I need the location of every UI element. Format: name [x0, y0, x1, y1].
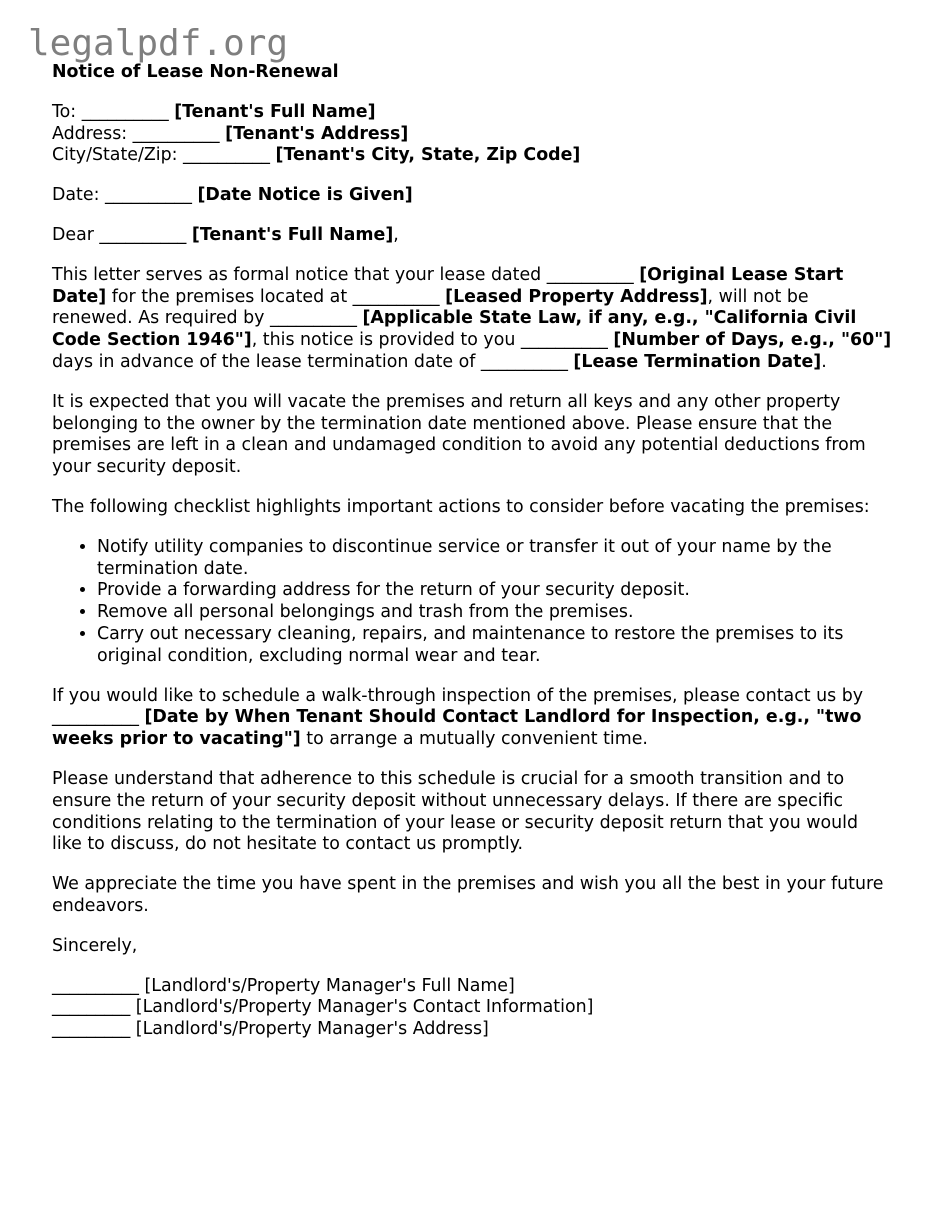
- checklist-item: • Notify utility companies to discontinue service or transfer it out of your name by the termination date.: [97, 537, 892, 581]
- landlord-name-line: __________ [Landlord's/Property Manager's Full Name]: [52, 975, 515, 996]
- date-line: Date: __________ [Date Notice is Given]: [52, 185, 413, 206]
- landlord-contact-line: _________ [Landlord's/Property Manager's Contact Information]: [52, 997, 594, 1018]
- inspection-paragraph: If you would like to schedule a walk-through inspection of the premises, please contact us by __________ [Date by When Tenant Should Contact Landlord for Inspection, e.g., "two weeks prior to vacating"] to arrange a mutually convenient time.: [52, 685, 864, 750]
- vacate-paragraph: It is expected that you will vacate the premises and return all keys and any other property belonging to the owner by the termination date mentioned above. Please ensure that the premises are left in a clean and undamaged condition to avoid any potential deductions from your security deposit.: [52, 391, 866, 478]
- document-title: Notice of Lease Non-Renewal: [52, 62, 339, 82]
- notice-paragraph: This letter serves as formal notice that your lease dated __________ [Original Lease Start Date] for the premises located at __________ [Leased Property Address], will not be renewed. As required by __________ [Applicable State Law, if any, e.g., "California Civil Code Section 1946"], this notice is provided to you __________ [Number of Days, e.g., "60"] days in advance of the lease termination date of __________ [Lease Termination Date].: [52, 264, 892, 372]
- state-law-placeholder: [Applicable State Law, if any, e.g., "California Civil Code Section 1946"]: [52, 308, 857, 351]
- appreciation-paragraph: We appreciate the time you have spent in the premises and wish you all the best in your future endeavors.: [52, 874, 884, 916]
- salutation: Dear __________ [Tenant's Full Name],: [52, 224, 399, 245]
- city-line: City/State/Zip: __________ [Tenant's City, State, Zip Code]: [52, 145, 581, 166]
- tenant-address-placeholder: [Tenant's Address]: [225, 123, 409, 144]
- checklist-item: • Remove all personal belongings and trash from the premises.: [97, 602, 892, 624]
- termination-date-placeholder: [Lease Termination Date]: [573, 351, 822, 372]
- checklist-intro: The following checklist highlights important actions to consider before vacating the premises:: [52, 496, 870, 517]
- tenant-city-placeholder: [Tenant's City, State, Zip Code]: [275, 145, 581, 166]
- property-address-placeholder: [Leased Property Address]: [445, 286, 708, 307]
- document-page: [52, 62, 892, 1059]
- inspection-date-placeholder: [Date by When Tenant Should Contact Landlord for Inspection, e.g., "two weeks prior to vacating"]: [52, 707, 862, 750]
- landlord-address-line: _________ [Landlord's/Property Manager's Address]: [52, 1019, 489, 1040]
- signature-block: [52, 976, 892, 1041]
- closing: Sincerely,: [52, 935, 138, 956]
- checklist-item: • Carry out necessary cleaning, repairs, and maintenance to restore the premises to its original condition, excluding normal wear and tear.: [97, 624, 892, 668]
- addressee-block: [52, 102, 892, 167]
- to-line: To: __________ [Tenant's Full Name]: [52, 101, 376, 122]
- checklist-item: • Provide a forwarding address for the return of your security deposit.: [97, 580, 892, 602]
- schedule-paragraph: Please understand that adherence to this schedule is crucial for a smooth transition and to ensure the return of your security deposit without unnecessary delays. If there are specific conditions relating to the termination of your lease or security deposit return that you would like to discuss, do not hesitate to contact us promptly.: [52, 768, 859, 855]
- date-placeholder: [Date Notice is Given]: [197, 185, 413, 206]
- lease-start-placeholder: [Original Lease Start Date]: [52, 264, 844, 307]
- number-of-days-placeholder: [Number of Days, e.g., "60"]: [613, 330, 892, 351]
- tenant-name-placeholder: [Tenant's Full Name]: [174, 101, 376, 122]
- address-line: Address: __________ [Tenant's Address]: [52, 123, 409, 144]
- watermark-logo: legalpdf.org: [28, 23, 289, 64]
- checklist: [52, 537, 892, 668]
- salutation-name-placeholder: [Tenant's Full Name]: [191, 224, 394, 245]
